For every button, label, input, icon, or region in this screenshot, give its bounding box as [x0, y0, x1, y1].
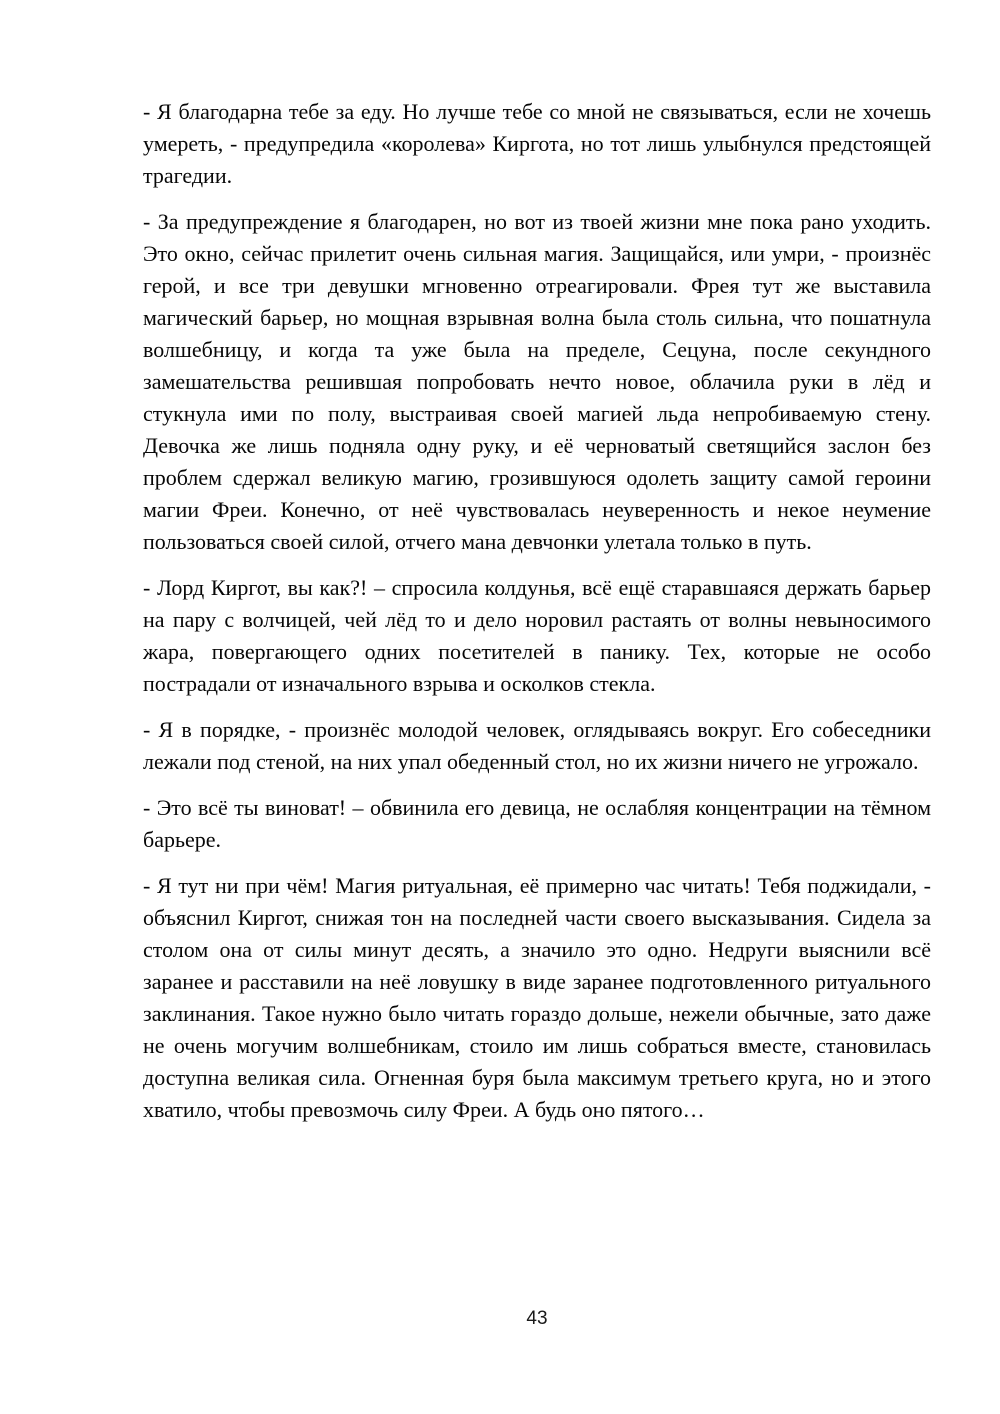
paragraph-dialogue-6: - Я тут ни при чём! Магия ритуальная, её примерно час читать! Тебя поджидали, - объяснил Киргот, снижая тон на последней части своего высказывания. Сидела за столом она от силы минут десять, а значило это одно. Недруги выяснили всё заранее и расставили на неё ловушку в виде заранее подготовленного ритуального заклинания. Такое нужно было читать гораздо дольше, нежели обычные, зато даже не очень могучим волшебникам, стоило им лишь собраться вместе, становилась доступна великая сила. Огненная буря была максимум третьего круга, но и этого хватило, чтобы превозмочь силу Фреи. А будь оно пятого… [143, 873, 931, 1122]
paragraph-dialogue-5: - Это всё ты виноват! – обвинила его девица, не ослабляя концентрации на тёмном барьере. [143, 795, 931, 852]
page-number: 43 [526, 1308, 548, 1329]
paragraph-dialogue-2: - За предупреждение я благодарен, но вот из твоей жизни мне пока рано уходить. Это окно, сейчас прилетит очень сильная магия. Защищайся, или умри, - произнёс герой, и все три девушки мгновенно отреагировали. Фрея тут же выставила магический барьер, но мощная взрывная волна была столь сильна, что пошатнула волшебницу, и когда та уже была на пределе, Сецуна, после секундного замешательства решившая попробовать нечто новое, облачила руки в лёд и стукнула ими по полу, выстраивая своей магией льда непробиваемую стену. Девочка же лишь подняла одну руку, и её черноватый светящийся заслон без проблем сдержал великую магию, грозившуюся одолеть защиту самой героини магии Фреи. Конечно, от неё чувствовалась неуверенность и некое неумение пользоваться своей силой, отчего мана девчонки улетала только в путь. [143, 209, 931, 554]
paragraph-dialogue-3: - Лорд Киргот, вы как?! – спросила колдунья, всё ещё старавшаяся держать барьер на пару с волчицей, чей лёд то и дело норовил растаять от волны невыносимого жара, повергающего одних посетителей в панику. Тех, которые не особо пострадали от изначального взрыва и осколков стекла. [143, 575, 931, 696]
text-block [143, 96, 931, 1126]
paragraph-dialogue-4: - Я в порядке, - произнёс молодой человек, оглядываясь вокруг. Его собеседники лежали под стеной, на них упал обеденный стол, но их жизни ничего не угрожало. [143, 717, 931, 774]
paragraph-dialogue-1: - Я благодарна тебе за еду. Но лучше тебе со мной не связываться, если не хочешь умереть, - предупредила «королева» Киргота, но тот лишь улыбнулся предстоящей трагедии. [143, 99, 931, 188]
